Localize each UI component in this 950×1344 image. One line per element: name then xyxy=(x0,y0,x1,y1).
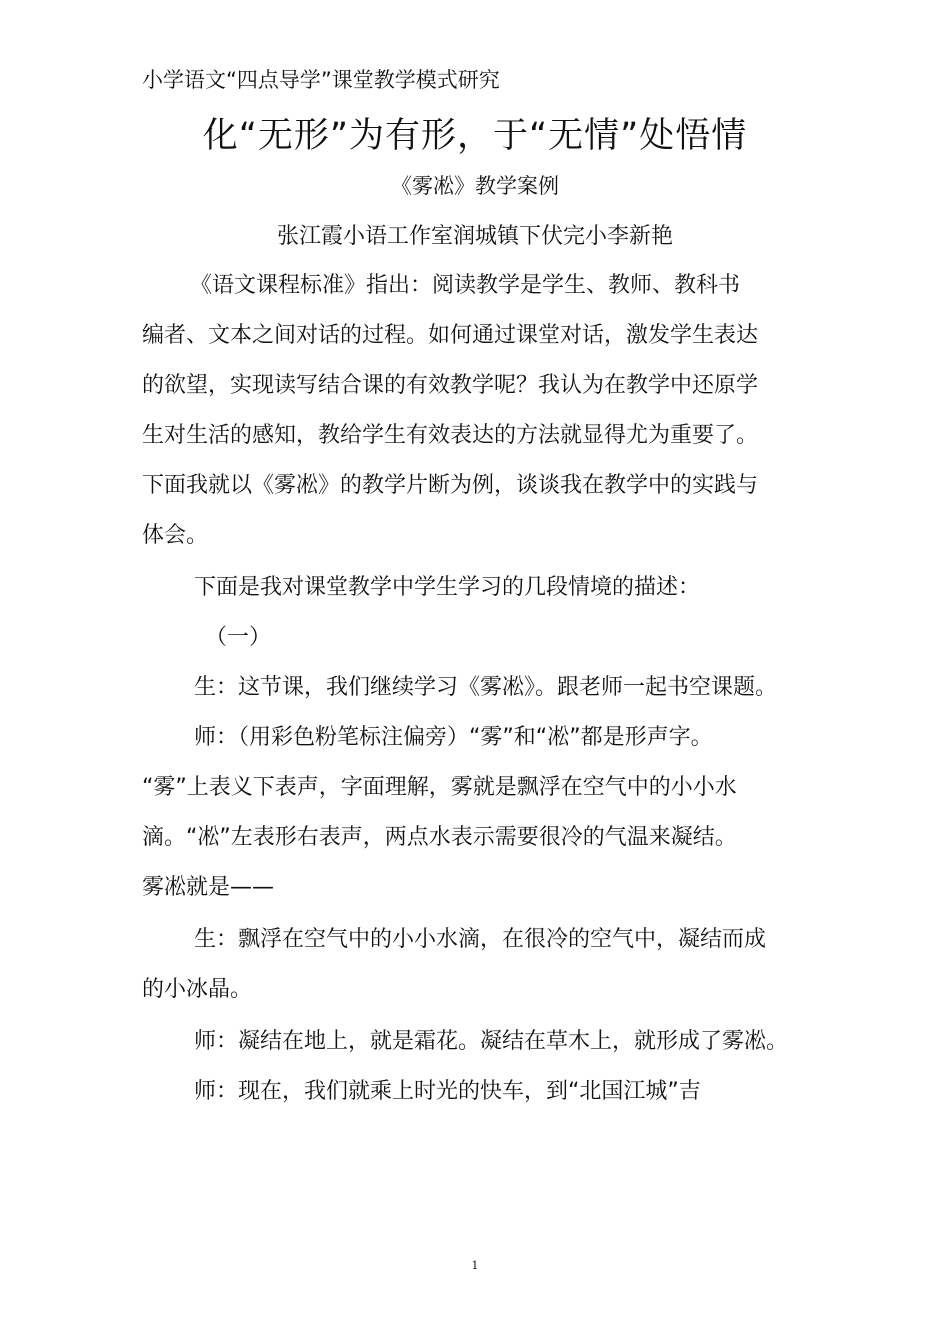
page-title: 化“无形”为有形，于“无情”处悟情 xyxy=(202,116,748,156)
section-heading: （一） xyxy=(205,625,272,650)
paragraph-line: 《语文课程标准》指出：阅读教学是学生、教师、教科书 xyxy=(190,273,741,298)
dialogue-line: “雾”上表义下表声，字面理解，雾就是飘浮在空气中的小小水 xyxy=(142,775,737,800)
page-subtitle: 《雾凇》教学案例 xyxy=(391,174,559,198)
series-title: 小学语文“四点导学”课堂教学模式研究 xyxy=(142,68,500,92)
dialogue-line: 生：这节课，我们继续学习《雾凇》。跟老师一起书空课题。 xyxy=(194,675,778,700)
page-number: 1 xyxy=(471,1259,479,1272)
dialogue-line: 师：（用彩色粉笔标注偏旁）“雾”和“凇”都是形声字。 xyxy=(194,725,713,750)
paragraph-line: 的欲望，实现读写结合课的有效教学呢？我认为在教学中还原学 xyxy=(142,373,759,398)
paragraph-line: 编者、文本之间对话的过程。如何通过课堂对话，激发学生表达 xyxy=(142,323,759,348)
dialogue-line: 师：现在，我们就乘上时光的快车，到“北国江城”吉 xyxy=(194,1079,701,1104)
paragraph-line: 体会。 xyxy=(142,523,209,548)
dialogue-line: 师：凝结在地上，就是霜花。凝结在草木上，就形成了雾凇。 xyxy=(194,1029,789,1054)
dialogue-line: 的小冰晶。 xyxy=(142,977,253,1002)
dialogue-line: 雾凇就是—— xyxy=(142,875,275,900)
author-line: 张江霞小语工作室润城镇下伏完小李新艳 xyxy=(276,224,673,249)
dialogue-line: 生：飘浮在空气中的小小水滴，在很冷的空气中，凝结而成 xyxy=(194,927,767,952)
paragraph-line: 生对生活的感知，教给学生有效表达的方法就显得尤为重要了。 xyxy=(142,423,759,448)
dialogue-line: 滴。“凇”左表形右表声，两点水表示需要很冷的气温来凝结。 xyxy=(142,825,737,850)
paragraph-line: 下面我就以《雾凇》的教学片断为例，谈谈我在教学中的实践与 xyxy=(142,473,759,498)
paragraph-line: 下面是我对课堂教学中学生学习的几段情境的描述： xyxy=(194,575,701,600)
